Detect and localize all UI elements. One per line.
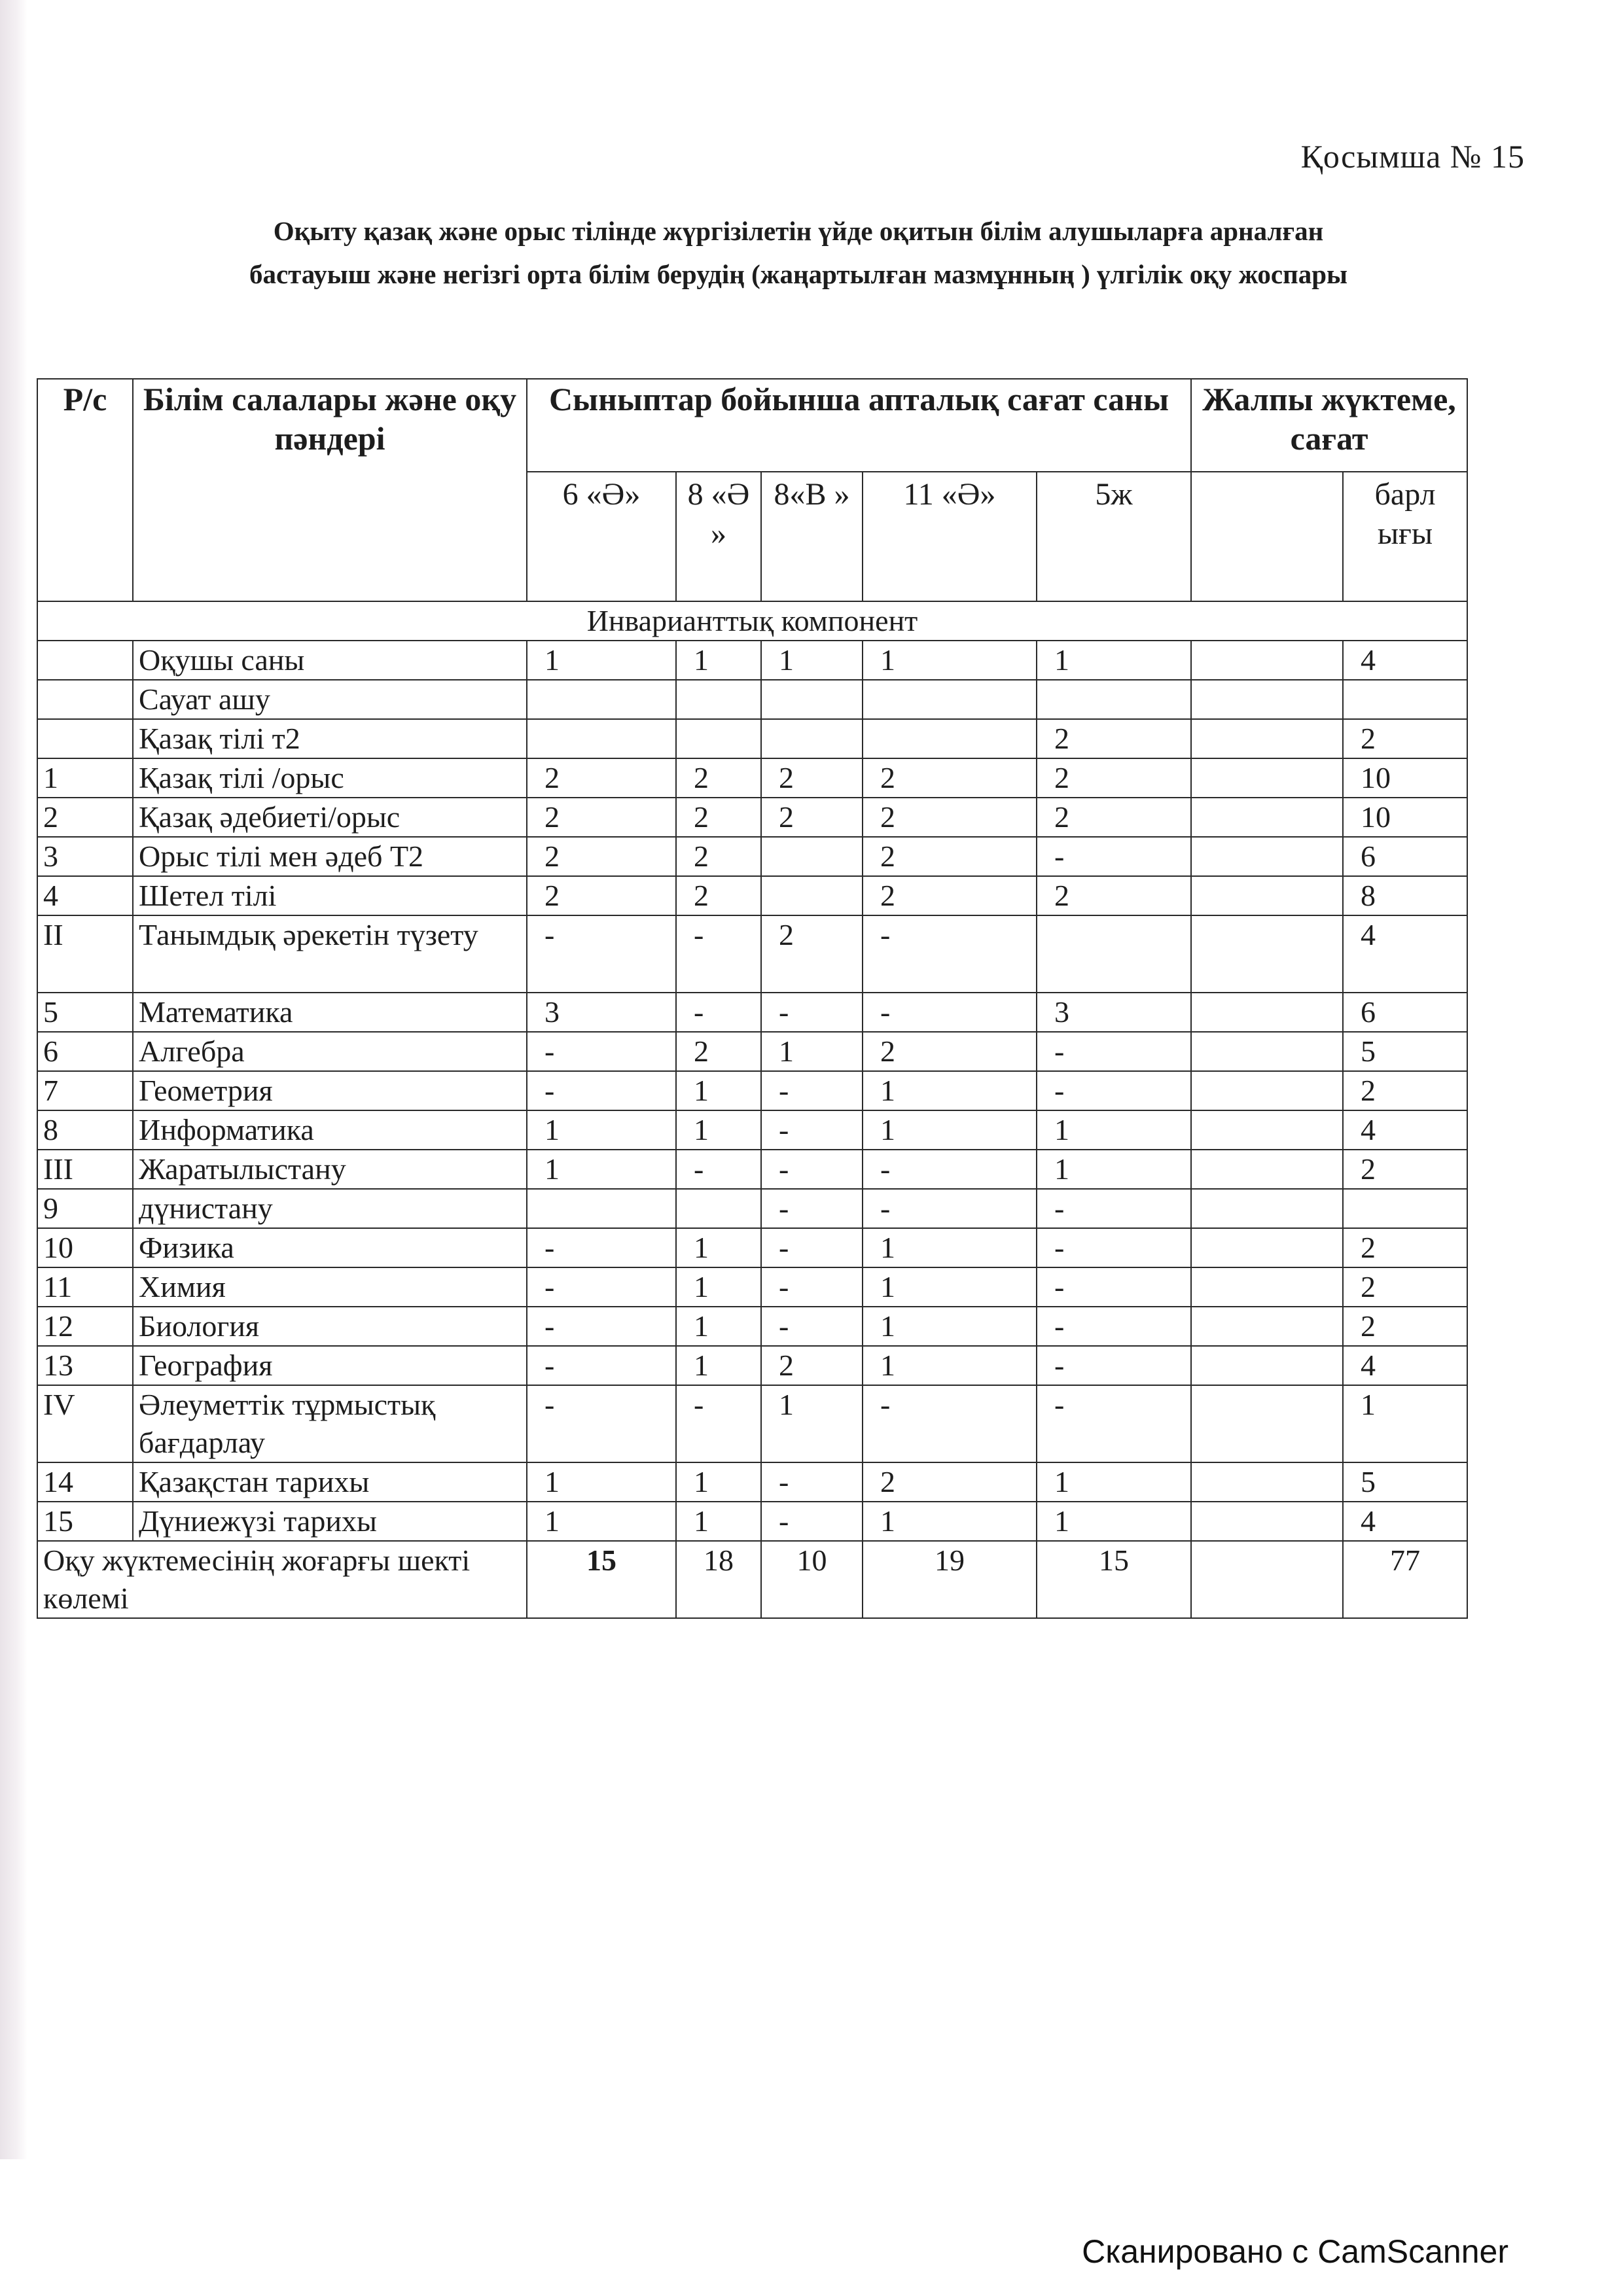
row-hours: 1	[863, 1502, 1037, 1541]
footer-value: 10	[761, 1541, 863, 1618]
row-blank	[1191, 719, 1343, 758]
row-subject: Физика	[133, 1228, 527, 1267]
row-hours: -	[761, 1071, 863, 1110]
row-subject: Сауат ашу	[133, 680, 527, 719]
row-subject: Әлеуметтік тұрмыстық бағдарлау	[133, 1385, 527, 1462]
footer-value: 19	[863, 1541, 1037, 1618]
row-total: 4	[1343, 641, 1467, 680]
row-number: 9	[37, 1189, 133, 1228]
row-blank	[1191, 1032, 1343, 1071]
row-number	[37, 680, 133, 719]
row-blank	[1191, 1267, 1343, 1307]
row-hours: -	[527, 1267, 676, 1307]
header-total-group: Жалпы жүктеме, сағат	[1191, 379, 1467, 472]
table-row	[37, 719, 1467, 758]
row-total: 10	[1343, 798, 1467, 837]
row-hours: 2	[676, 798, 761, 837]
table-body	[37, 601, 1467, 1541]
row-hours: 2	[863, 1462, 1037, 1502]
header-class: 8 «Ә »	[676, 472, 761, 601]
table-row	[37, 1267, 1467, 1307]
row-total: 2	[1343, 1267, 1467, 1307]
row-total	[1343, 680, 1467, 719]
header-subject: Білім салалары және оқу пәндері	[133, 379, 527, 601]
row-hours: -	[527, 1346, 676, 1385]
footer-blank	[1191, 1541, 1343, 1618]
row-number: 13	[37, 1346, 133, 1385]
row-hours: -	[863, 1189, 1037, 1228]
footer-value: 15	[1037, 1541, 1191, 1618]
row-hours: 2	[1037, 876, 1191, 915]
row-hours: 1	[863, 1228, 1037, 1267]
row-subject: Қазақстан тарихы	[133, 1462, 527, 1502]
row-hours: -	[761, 1267, 863, 1307]
row-blank	[1191, 915, 1343, 993]
row-number: 10	[37, 1228, 133, 1267]
row-hours: 1	[1037, 1150, 1191, 1189]
row-hours	[863, 680, 1037, 719]
row-total: 4	[1343, 915, 1467, 993]
row-subject: Математика	[133, 993, 527, 1032]
row-hours: 1	[1037, 1462, 1191, 1502]
row-hours: 2	[676, 758, 761, 798]
row-blank	[1191, 1150, 1343, 1189]
row-number: 7	[37, 1071, 133, 1110]
row-hours	[761, 719, 863, 758]
footer-label: Оқу жүктемесінің жоғарғы шекті көлемі	[37, 1541, 527, 1618]
table-row	[37, 1032, 1467, 1071]
row-hours: 2	[863, 758, 1037, 798]
row-hours: -	[1037, 1071, 1191, 1110]
row-subject: Шетел тілі	[133, 876, 527, 915]
row-hours: -	[527, 1307, 676, 1346]
row-hours: -	[761, 1462, 863, 1502]
header-class: 6 «Ә»	[527, 472, 676, 601]
row-subject: Танымдық әрекетін түзету	[133, 915, 527, 993]
row-hours: -	[1037, 1385, 1191, 1462]
row-subject: Информатика	[133, 1110, 527, 1150]
row-blank	[1191, 1189, 1343, 1228]
footer-value: 18	[676, 1541, 761, 1618]
table-row	[37, 1110, 1467, 1150]
table-row	[37, 1385, 1467, 1462]
row-hours	[761, 680, 863, 719]
row-total: 4	[1343, 1110, 1467, 1150]
table-row	[37, 993, 1467, 1032]
row-hours: -	[1037, 1267, 1191, 1307]
curriculum-table	[37, 378, 1468, 1619]
row-total: 2	[1343, 1228, 1467, 1267]
row-hours: 1	[863, 1071, 1037, 1110]
row-hours: 1	[1037, 1110, 1191, 1150]
header-classes-group: Сыныптар бойынша апталық сағат саны	[527, 379, 1191, 472]
row-hours: -	[863, 993, 1037, 1032]
table-row	[37, 837, 1467, 876]
row-hours: -	[676, 915, 761, 993]
row-hours	[676, 680, 761, 719]
row-number: 11	[37, 1267, 133, 1307]
row-subject: Алгебра	[133, 1032, 527, 1071]
row-number: 12	[37, 1307, 133, 1346]
row-hours: -	[527, 1071, 676, 1110]
row-total: 6	[1343, 837, 1467, 876]
row-blank	[1191, 641, 1343, 680]
scan-edge-shadow	[0, 0, 27, 2159]
row-total: 4	[1343, 1502, 1467, 1541]
row-hours: -	[761, 993, 863, 1032]
row-hours: 2	[527, 876, 676, 915]
table-row	[37, 641, 1467, 680]
row-blank	[1191, 798, 1343, 837]
row-hours: 2	[761, 1346, 863, 1385]
row-hours: -	[1037, 1346, 1191, 1385]
row-hours: 3	[1037, 993, 1191, 1032]
row-hours: 2	[1037, 719, 1191, 758]
row-total: 6	[1343, 993, 1467, 1032]
row-hours: 2	[761, 798, 863, 837]
header-class: 5ж	[1037, 472, 1191, 601]
row-total: 5	[1343, 1032, 1467, 1071]
row-subject: Биология	[133, 1307, 527, 1346]
row-subject: Оқушы саны	[133, 641, 527, 680]
row-hours: 1	[527, 1462, 676, 1502]
row-hours: 1	[863, 641, 1037, 680]
row-blank	[1191, 1071, 1343, 1110]
table-row	[37, 680, 1467, 719]
row-subject: География	[133, 1346, 527, 1385]
row-hours	[761, 876, 863, 915]
row-hours	[527, 1189, 676, 1228]
row-hours: 2	[1037, 758, 1191, 798]
row-blank	[1191, 993, 1343, 1032]
row-hours: 1	[761, 1385, 863, 1462]
row-number: 3	[37, 837, 133, 876]
row-hours: 1	[863, 1346, 1037, 1385]
row-hours: 1	[863, 1110, 1037, 1150]
row-blank	[1191, 1462, 1343, 1502]
row-blank	[1191, 1307, 1343, 1346]
row-number	[37, 719, 133, 758]
row-number: 8	[37, 1110, 133, 1150]
row-hours: 1	[527, 1150, 676, 1189]
section-invariant: Инварианттық компонент	[37, 601, 1467, 641]
row-blank	[1191, 1385, 1343, 1462]
row-hours: 1	[1037, 641, 1191, 680]
row-total: 10	[1343, 758, 1467, 798]
row-hours: 2	[863, 876, 1037, 915]
row-hours: -	[676, 1385, 761, 1462]
row-blank	[1191, 876, 1343, 915]
row-hours: -	[527, 1032, 676, 1071]
row-hours	[527, 680, 676, 719]
header-class: 8«В »	[761, 472, 863, 601]
row-hours: -	[1037, 1307, 1191, 1346]
row-hours: 2	[863, 798, 1037, 837]
row-hours: -	[761, 1150, 863, 1189]
row-number: 2	[37, 798, 133, 837]
row-hours: -	[1037, 837, 1191, 876]
row-total: 5	[1343, 1462, 1467, 1502]
row-hours	[1037, 680, 1191, 719]
row-hours	[761, 837, 863, 876]
row-hours: -	[761, 1189, 863, 1228]
title-line-2: бастауыш және негізгі орта білім берудің (жаңартылған мазмұнның ) үлгілік оқу жоспары	[249, 259, 1348, 289]
row-hours: 1	[676, 1462, 761, 1502]
row-blank	[1191, 1228, 1343, 1267]
row-number: IV	[37, 1385, 133, 1462]
row-hours: 2	[863, 837, 1037, 876]
row-hours: -	[527, 915, 676, 993]
row-hours: 2	[761, 915, 863, 993]
row-hours	[863, 719, 1037, 758]
row-hours: -	[761, 1502, 863, 1541]
row-number	[37, 641, 133, 680]
row-subject: Қазақ әдебиеті/орыс	[133, 798, 527, 837]
table-row	[37, 1071, 1467, 1110]
row-total: 4	[1343, 1346, 1467, 1385]
row-hours: 2	[527, 758, 676, 798]
table-row	[37, 915, 1467, 993]
row-hours: -	[676, 1150, 761, 1189]
row-hours: 1	[527, 1502, 676, 1541]
table-row	[37, 1462, 1467, 1502]
row-total: 8	[1343, 876, 1467, 915]
row-subject: дүнистану	[133, 1189, 527, 1228]
table-row	[37, 798, 1467, 837]
row-hours: 2	[527, 837, 676, 876]
row-hours: -	[863, 915, 1037, 993]
row-hours: 2	[676, 837, 761, 876]
row-hours: 1	[676, 1228, 761, 1267]
footer-value: 15	[527, 1541, 676, 1618]
row-hours: 2	[761, 758, 863, 798]
header-class: 11 «Ә»	[863, 472, 1037, 601]
table-row	[37, 1189, 1467, 1228]
row-hours: 2	[1037, 798, 1191, 837]
row-subject: Қазақ тілі /орыс	[133, 758, 527, 798]
row-number: 6	[37, 1032, 133, 1071]
row-hours: 1	[1037, 1502, 1191, 1541]
row-number: 1	[37, 758, 133, 798]
row-hours: -	[1037, 1189, 1191, 1228]
row-number: 5	[37, 993, 133, 1032]
header-num: Р/с	[37, 379, 133, 601]
row-hours: -	[761, 1307, 863, 1346]
row-number: III	[37, 1150, 133, 1189]
row-blank	[1191, 1110, 1343, 1150]
camscanner-watermark: Сканировано с CamScanner	[1082, 2233, 1508, 2270]
row-hours	[676, 1189, 761, 1228]
row-hours: -	[863, 1150, 1037, 1189]
row-hours: 1	[863, 1267, 1037, 1307]
row-hours: 1	[676, 1110, 761, 1150]
row-total: 2	[1343, 719, 1467, 758]
row-blank	[1191, 1346, 1343, 1385]
row-number: 14	[37, 1462, 133, 1502]
row-hours: 2	[676, 1032, 761, 1071]
row-hours: 1	[676, 1071, 761, 1110]
row-hours: 1	[761, 641, 863, 680]
row-hours: 1	[676, 1502, 761, 1541]
row-hours: -	[1037, 1228, 1191, 1267]
table-row	[37, 1502, 1467, 1541]
row-hours: -	[527, 1228, 676, 1267]
row-blank	[1191, 1502, 1343, 1541]
row-blank	[1191, 680, 1343, 719]
row-hours: -	[863, 1385, 1037, 1462]
row-hours: 2	[676, 876, 761, 915]
row-total	[1343, 1189, 1467, 1228]
row-subject: Орыс тілі мен әдеб Т2	[133, 837, 527, 876]
row-total: 2	[1343, 1307, 1467, 1346]
row-hours	[676, 719, 761, 758]
table-row	[37, 876, 1467, 915]
row-hours: 2	[863, 1032, 1037, 1071]
row-hours: 1	[676, 1307, 761, 1346]
row-hours	[1037, 915, 1191, 993]
row-hours: 1	[863, 1307, 1037, 1346]
row-number: 15	[37, 1502, 133, 1541]
table-row	[37, 1307, 1467, 1346]
row-hours: 1	[527, 1110, 676, 1150]
row-hours: 1	[676, 641, 761, 680]
row-subject: Химия	[133, 1267, 527, 1307]
row-subject: Геометрия	[133, 1071, 527, 1110]
table-row	[37, 1150, 1467, 1189]
row-number: 4	[37, 876, 133, 915]
header-total-empty	[1191, 472, 1343, 601]
row-subject: Дүниежүзі тарихы	[133, 1502, 527, 1541]
row-hours: 1	[676, 1346, 761, 1385]
row-hours: -	[761, 1228, 863, 1267]
row-subject: Қазақ тілі т2	[133, 719, 527, 758]
document-title	[72, 209, 1525, 296]
table-row	[37, 1228, 1467, 1267]
header-total-all: барл ығы	[1343, 472, 1467, 601]
footer-total: 77	[1343, 1541, 1467, 1618]
title-line-1: Оқыту қазақ және орыс тілінде жүргізілетін үйде оқитын білім алушыларға арналған	[273, 216, 1324, 246]
row-hours: -	[527, 1385, 676, 1462]
row-subject: Жаратылыстану	[133, 1150, 527, 1189]
row-hours: -	[761, 1110, 863, 1150]
row-hours: 1	[527, 641, 676, 680]
appendix-label: Қосымша № 15	[1300, 138, 1525, 175]
row-hours	[527, 719, 676, 758]
row-blank	[1191, 758, 1343, 798]
row-hours: -	[1037, 1032, 1191, 1071]
row-hours: 1	[761, 1032, 863, 1071]
table-row	[37, 758, 1467, 798]
row-blank	[1191, 837, 1343, 876]
row-hours: 1	[676, 1267, 761, 1307]
row-hours: 2	[527, 798, 676, 837]
row-hours: -	[676, 993, 761, 1032]
table-row	[37, 1346, 1467, 1385]
row-hours: 3	[527, 993, 676, 1032]
row-total: 2	[1343, 1071, 1467, 1110]
row-total: 1	[1343, 1385, 1467, 1462]
row-number: II	[37, 915, 133, 993]
row-total: 2	[1343, 1150, 1467, 1189]
